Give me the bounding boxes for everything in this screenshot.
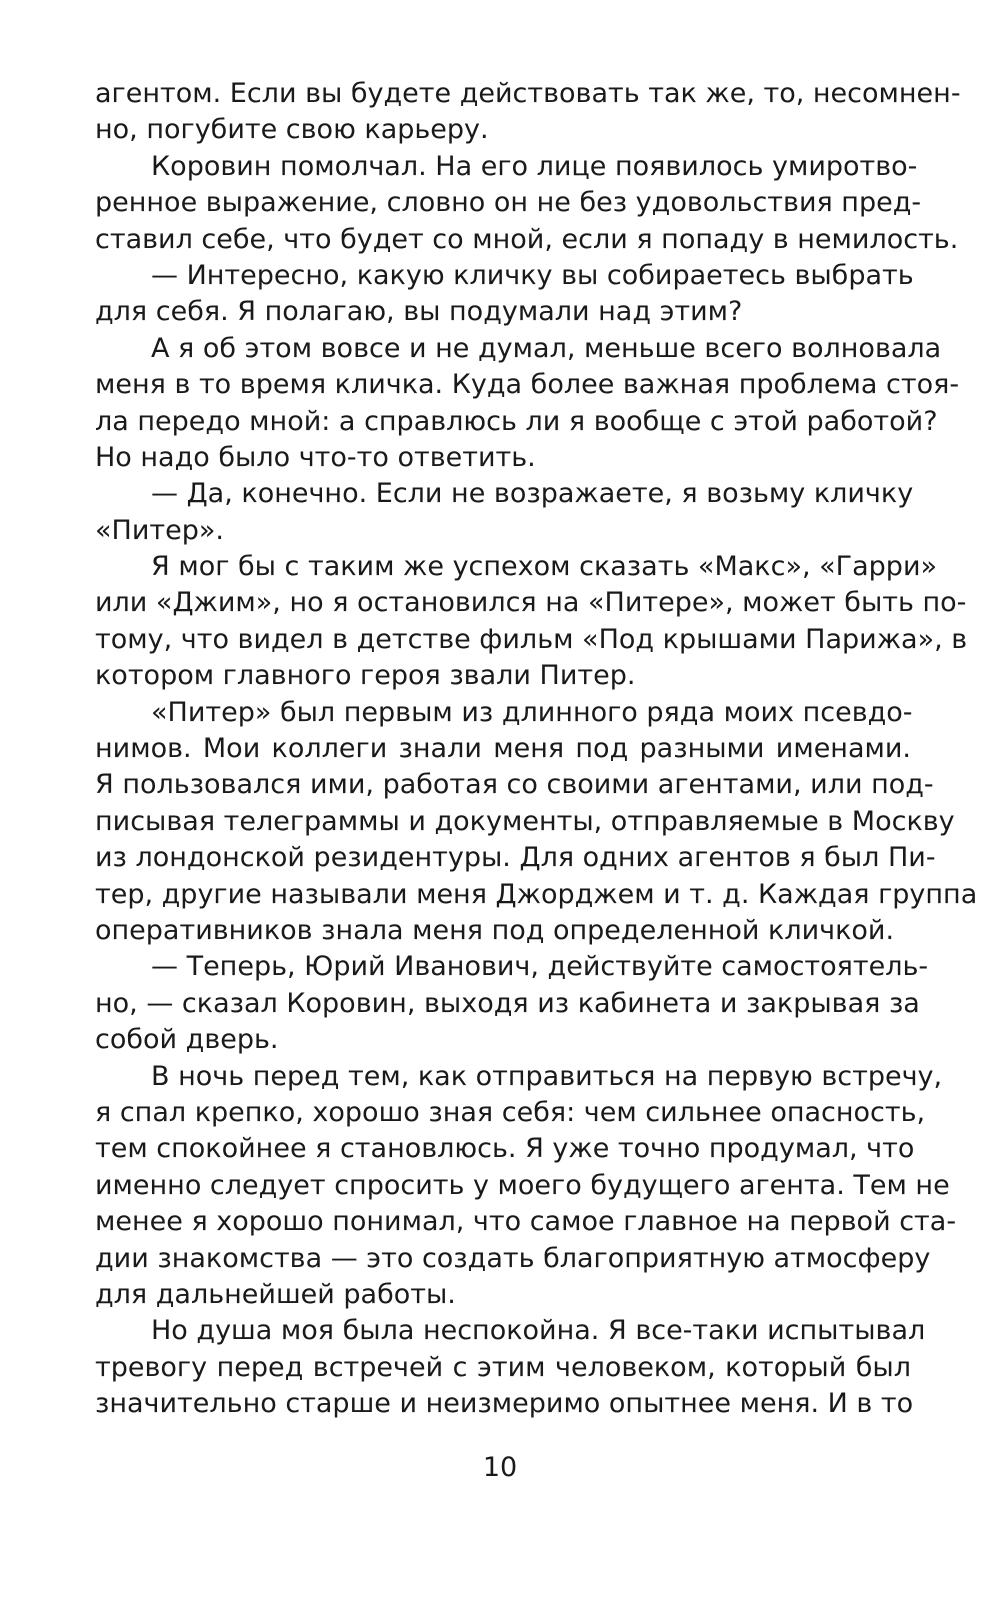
text-line: тер, другие называли меня Джорджем и т. д. Каждая группа [95,878,978,910]
text-line: но, — сказал Коровин, выходя из кабинета и закрывая за [95,987,920,1019]
text-line: меня в то время кличка. Куда более важная проблема стоя- [95,369,960,401]
text-line: котором главного героя звали Питер. [95,660,636,692]
text-line: оперативников знала меня под определенной кличкой. [95,914,895,946]
text-line: А я об этом вовсе и не думал, меньше всего волновала [151,332,942,364]
text-line: или «Джим», но я остановился на «Питере», может быть по- [95,587,967,619]
text-line: Я пользовался ими, работая со своими агентами, или под- [95,769,934,801]
text-line: нимов. Мои коллеги знали меня под разными именами. [95,733,911,765]
text-line: Но надо было что-то ответить. [95,441,536,473]
text-line: для дальнейшей работы. [95,1278,456,1310]
text-line: ренное выражение, словно он не без удовольствия пред- [95,187,922,219]
text-line: я спал крепко, хорошо зная себя: чем сильнее опасность, [95,1096,926,1128]
text-line: тревогу перед встречей с этим человеком, который был [95,1351,911,1383]
text-line: ставил себе, что будет со мной, если я попаду в немилость. [95,223,959,255]
text-line: тому, что видел в детстве фильм «Под крышами Парижа», в [95,623,968,655]
text-line: — Теперь, Юрий Иванович, действуйте самостоятель- [151,951,929,983]
page-number: 10 [482,1452,518,1483]
text-line: собой дверь. [95,1024,279,1056]
text-line: «Питер» был первым из длинного ряда моих псевдо- [151,696,913,728]
text-line: — Да, конечно. Если не возражаете, я возьму кличку [151,478,914,510]
text-line: Но душа моя была неспокойна. Я все-таки испытывал [151,1315,926,1347]
text-line: писывая телеграммы и документы, отправляемые в Москву [95,805,955,837]
text-line: но, погубите свою карьеру. [95,114,489,146]
body-text [95,76,978,1422]
text-line: Коровин помолчал. На его лице появилось умиротво- [151,150,918,182]
text-line: — Интересно, какую кличку вы собираетесь выбрать [151,259,914,291]
text-line: тем спокойнее я становлюсь. Я уже точно продумал, что [95,1133,915,1165]
text-line: Я мог бы с таким же успехом сказать «Макс», «Гарри» [151,551,938,583]
text-line: из лондонской резидентуры. Для одних агентов я был Пи- [95,842,936,874]
text-line: «Питер». [95,514,224,546]
text-line: дии знакомства — это создать благоприятную атмосферу [95,1242,931,1274]
text-line: менее я хорошо понимал, что самое главное на первой ста- [95,1206,957,1238]
text-line: именно следует спросить у моего будущего агента. Тем не [95,1169,950,1201]
text-line: В ночь перед тем, как отправиться на первую встречу, [151,1060,943,1092]
text-line: ла передо мной: а справлюсь ли я вообще с этой работой? [95,405,938,437]
text-line: агентом. Если вы будете действовать так же, то, несомнен- [95,78,961,109]
text-line: для себя. Я полагаю, вы подумали над этим? [95,296,743,328]
text-line: значительно старше и неизмеримо опытнее меня. И в то [95,1388,914,1420]
